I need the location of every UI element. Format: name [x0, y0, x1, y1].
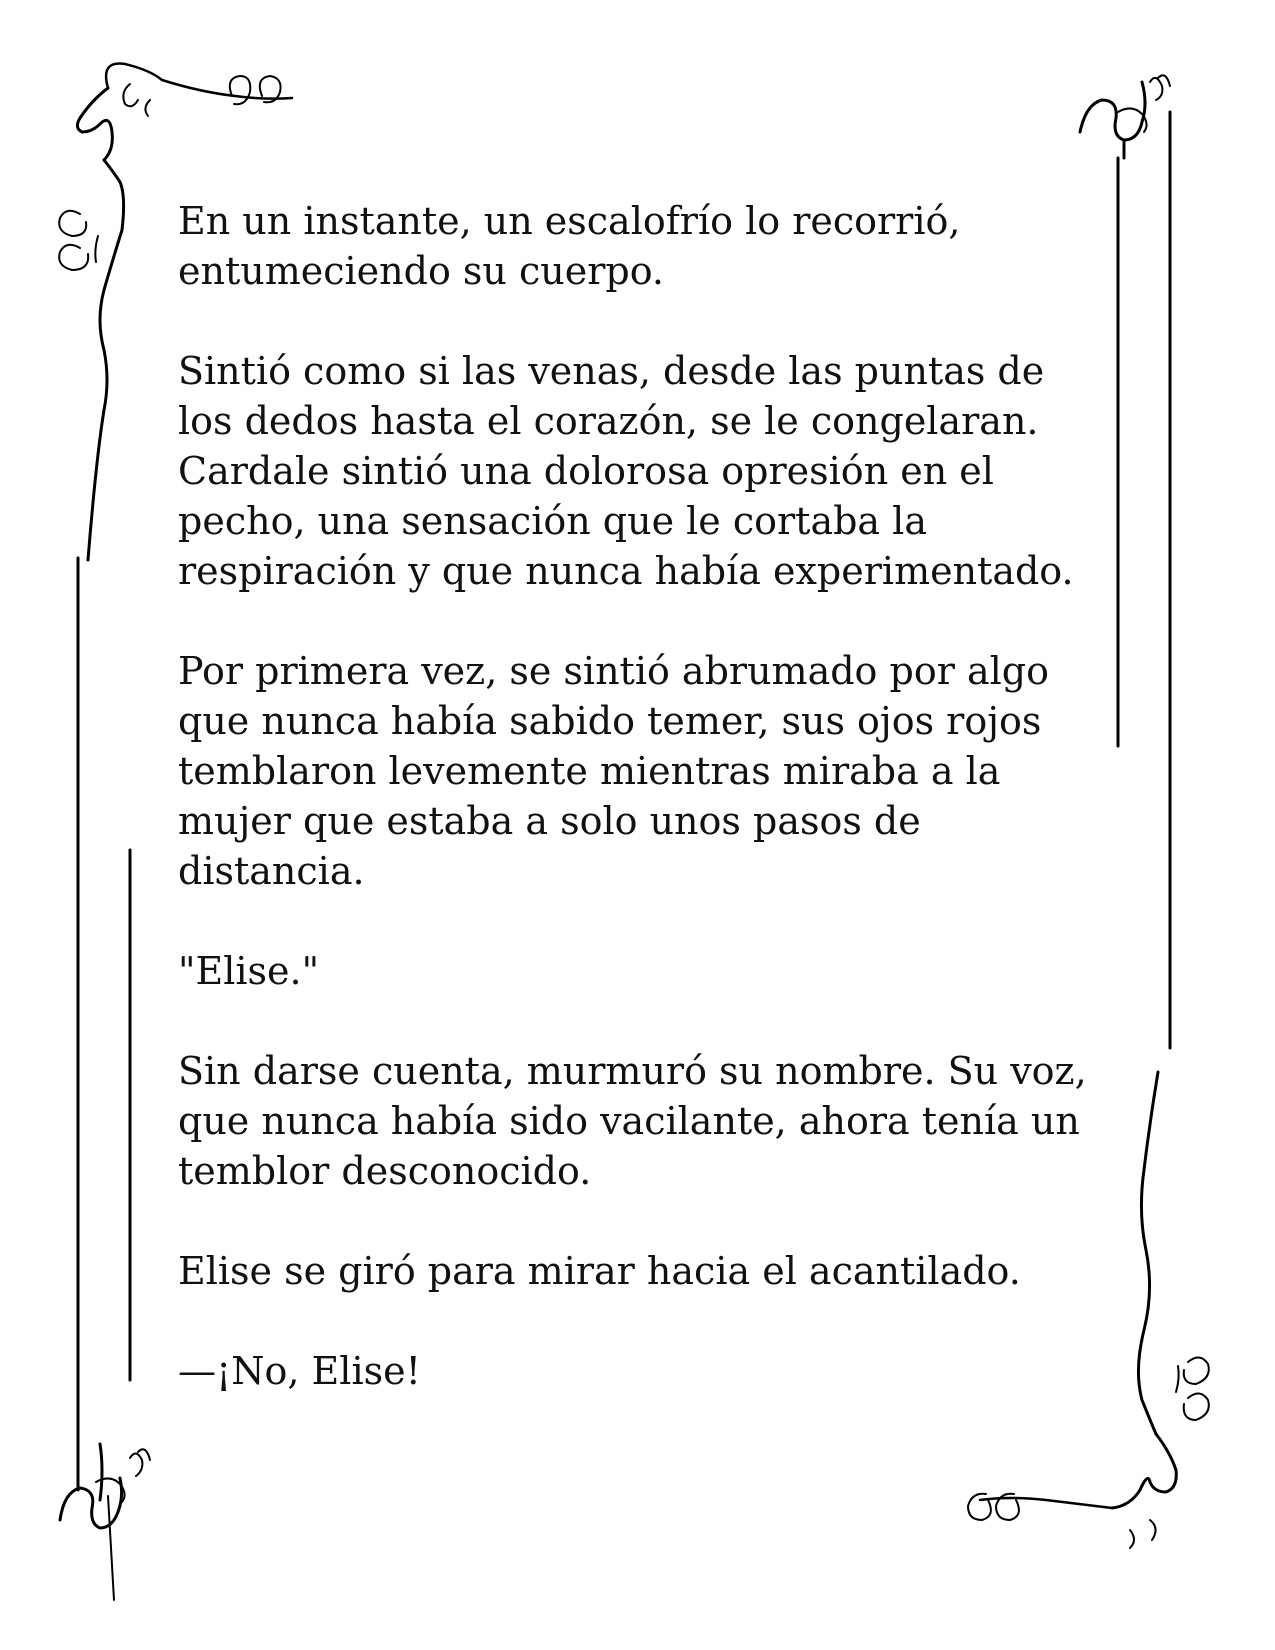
top-right-flourish-icon — [1080, 75, 1170, 158]
text-line: respiración y que nunca había experimentado. — [178, 549, 1074, 593]
text-line: —¡No, Elise! — [178, 1349, 421, 1393]
text-line: mujer que estaba a solo unos pasos de — [178, 799, 921, 843]
paragraph-5 — [178, 1046, 1098, 1196]
text-line: Sintió como si las venas, desde las puntas de — [178, 349, 1045, 393]
text-line: los dedos hasta el corazón, se le congelaran. — [178, 399, 1039, 443]
bottom-left-flourish-icon — [60, 1444, 150, 1600]
text-line: Cardale sintió una dolorosa opresión en el — [178, 449, 994, 493]
paragraph-3 — [178, 646, 1098, 896]
text-line: Por primera vez, se sintió abrumado por algo — [178, 649, 1049, 693]
paragraph-4 — [178, 946, 1098, 996]
text-line: Sin darse cuenta, murmuró su nombre. Su voz, — [178, 1049, 1087, 1093]
text-line: temblaron levemente mientras miraba a la — [178, 749, 1001, 793]
text-line: entumeciendo su cuerpo. — [178, 249, 664, 293]
paragraph-1 — [178, 196, 1098, 296]
paragraph-7 — [178, 1346, 1098, 1396]
text-line: En un instante, un escalofrío lo recorrió, — [178, 199, 961, 243]
text-line: pecho, una sensación que le cortaba la — [178, 499, 927, 543]
text-line: que nunca había sido vacilante, ahora tenía un — [178, 1099, 1080, 1143]
text-line: distancia. — [178, 849, 365, 893]
text-line: Elise se giró para mirar hacia el acantilado. — [178, 1249, 1021, 1293]
paragraph-2 — [178, 346, 1098, 596]
text-line: temblor desconocido. — [178, 1149, 592, 1193]
text-line: que nunca había sabido temer, sus ojos rojos — [178, 699, 1042, 743]
text-line: "Elise." — [178, 949, 320, 993]
story-text — [178, 196, 1098, 1446]
paragraph-6 — [178, 1246, 1098, 1296]
